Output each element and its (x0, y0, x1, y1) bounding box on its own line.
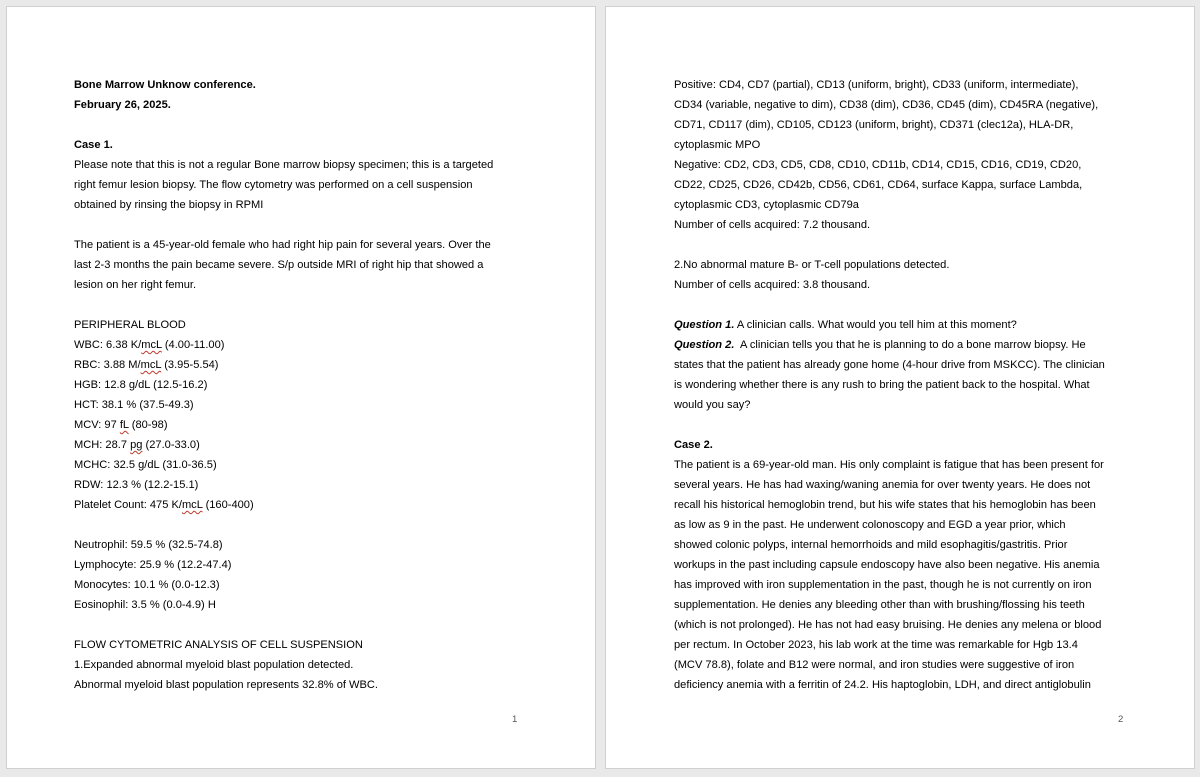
lymphocyte-result: Lymphocyte: 25.9 % (12.2-47.4) (74, 559, 232, 571)
question-2-line: is wondering whether there is any rush to bring the patient back to the hospital. What (674, 379, 1090, 391)
mchc-result: MCHC: 32.5 g/dL (31.0-36.5) (74, 459, 217, 471)
case-1-history-line: last 2-3 months the pain became severe. S/p outside MRI of right hip that showed a (74, 259, 484, 271)
positive-markers-line: CD71, CD117 (dim), CD105, CD123 (uniform, bright), CD371 (clec12a), HLA-DR, (674, 119, 1074, 131)
document-date: February 26, 2025. (74, 99, 171, 111)
hct-result: HCT: 38.1 % (37.5-49.3) (74, 399, 194, 411)
positive-markers-line: CD34 (variable, negative to dim), CD38 (dim), CD36, CD45 (dim), CD45RA (negative), (674, 99, 1099, 111)
spellcheck-underlined-unit: fL (119, 419, 129, 431)
mcv-range: (80-98) (128, 419, 168, 431)
spacer (674, 235, 1130, 255)
mch-result (74, 435, 534, 455)
rdw-result: RDW: 12.3 % (12.2-15.1) (74, 479, 199, 491)
rbc-value: RBC: 3.88 M/ (74, 359, 141, 371)
case-1-history-line: The patient is a 45-year-old female who had right hip pain for several years. Over the (74, 239, 491, 251)
document-title: Bone Marrow Unknow conference. (74, 79, 256, 91)
cells-acquired: Number of cells acquired: 7.2 thousand. (674, 219, 871, 231)
positive-markers-line: Positive: CD4, CD7 (partial), CD13 (uniform, bright), CD33 (uniform, intermediate), (674, 79, 1079, 91)
case-2-line: (MCV 78.8), folate and B12 were normal, and iron studies were suggestive of iron (674, 659, 1075, 671)
spellcheck-underlined-unit: pg (130, 439, 143, 451)
case-1-intro-line: right femur lesion biopsy. The flow cytometry was performed on a cell suspension (74, 179, 473, 191)
mch-range: (27.0-33.0) (142, 439, 200, 451)
mcv-result (74, 415, 534, 435)
positive-markers-line: cytoplasmic MPO (674, 139, 761, 151)
question-1-text: A clinician calls. What would you tell him at this moment? (734, 319, 1017, 331)
peripheral-blood-heading: PERIPHERAL BLOOD (74, 319, 186, 331)
case-2-line: has improved with iron supplementation in the past, though he is not currently on iron (674, 579, 1092, 591)
case-2-line: several years. He has had waxing/waning anemia for over twenty years. He does not (674, 479, 1091, 491)
mcv-value: MCV: 97 (74, 419, 120, 431)
question-2-line: would you say? (674, 399, 751, 411)
spacer (74, 215, 534, 235)
question-2-text: A clinician tells you that he is planning to do a bone marrow biopsy. He (734, 339, 1086, 351)
case-1-history-line: lesion on her right femur. (74, 279, 197, 291)
wbc-value: WBC: 6.38 K/ (74, 339, 142, 351)
spacer (74, 295, 534, 315)
question-1 (674, 315, 1130, 335)
cells-acquired: Number of cells acquired: 3.8 thousand. (674, 279, 871, 291)
page-number: 1 (512, 714, 518, 725)
document-page-1 (7, 7, 595, 768)
question-2 (674, 335, 1130, 355)
mch-value: MCH: 28.7 (74, 439, 131, 451)
flow-finding-line: Abnormal myeloid blast population represents 32.8% of WBC. (74, 679, 379, 691)
case-2-line: recall his historical hemoglobin trend, but his wife states that his hemoglobin has been (674, 499, 1096, 511)
spellcheck-underlined-unit: mcL (141, 339, 162, 351)
negative-markers-line: cytoplasmic CD3, cytoplasmic CD79a (674, 199, 859, 211)
spacer (74, 615, 534, 635)
case-1-intro-line: obtained by rinsing the biopsy in RPMI (74, 199, 264, 211)
negative-markers-line: CD22, CD25, CD26, CD42b, CD56, CD61, CD64, surface Kappa, surface Lambda, (674, 179, 1083, 191)
flow-cytometry-heading: FLOW CYTOMETRIC ANALYSIS OF CELL SUSPENSION (74, 639, 363, 651)
case-2-heading: Case 2. (674, 439, 713, 451)
rbc-range: (3.95-5.54) (161, 359, 219, 371)
question-2-label: Question 2. (674, 339, 735, 351)
case-2-line: per rectum. In October 2023, his lab work at the time was remarkable for Hgb 13.4 (674, 639, 1078, 651)
case-1-heading: Case 1. (74, 139, 113, 151)
eosinophil-result: Eosinophil: 3.5 % (0.0-4.9) H (74, 599, 216, 611)
case-2-line: The patient is a 69-year-old man. His only complaint is fatigue that has been present for (674, 459, 1104, 471)
flow-finding-line: 1.Expanded abnormal myeloid blast population detected. (74, 659, 354, 671)
hgb-result: HGB: 12.8 g/dL (12.5-16.2) (74, 379, 208, 391)
page-2-content (674, 75, 1130, 695)
rbc-result (74, 355, 534, 375)
case-2-line: as low as 9 in the past. He underwent colonoscopy and EGD a year prior, which (674, 519, 1066, 531)
wbc-result (74, 335, 534, 355)
monocyte-result: Monocytes: 10.1 % (0.0-12.3) (74, 579, 220, 591)
spacer (674, 295, 1130, 315)
spellcheck-underlined-unit: mcL (140, 359, 162, 371)
document-page-2 (606, 7, 1194, 768)
question-1-label: Question 1. (674, 319, 735, 331)
spellcheck-underlined-unit: mcL (181, 499, 203, 511)
case-2-line: workups in the past including capsule endoscopy have also been negative. His anemia (674, 559, 1100, 571)
case-1-intro-line: Please note that this is not a regular Bone marrow biopsy specimen; this is a targeted (74, 159, 494, 171)
spacer (74, 515, 534, 535)
case-2-line: showed colonic polyps, internal hemorrhoids and mild esophagitis/gastritis. Prior (674, 539, 1068, 551)
platelet-result (74, 495, 534, 515)
case-2-line: supplementation. He denies any bleeding other than with brushing/flossing his teeth (674, 599, 1085, 611)
spacer (74, 115, 534, 135)
neutrophil-result: Neutrophil: 59.5 % (32.5-74.8) (74, 539, 223, 551)
platelet-range: (160-400) (202, 499, 254, 511)
mature-population-finding: 2.No abnormal mature B- or T-cell populations detected. (674, 259, 950, 271)
wbc-range: (4.00-11.00) (161, 339, 225, 351)
case-2-line: (which is not prolonged). He has not had easy bruising. He denies any melena or blood (674, 619, 1102, 631)
question-2-line: states that the patient has already gone home (4-hour drive from MSKCC). The clinician (674, 359, 1105, 371)
platelet-value: Platelet Count: 475 K/ (74, 499, 182, 511)
page-number: 2 (1118, 714, 1124, 725)
case-2-line: deficiency anemia with a ferritin of 24.2. His haptoglobin, LDH, and direct antiglobulin (674, 679, 1091, 691)
page-1-content (74, 75, 534, 695)
negative-markers-line: Negative: CD2, CD3, CD5, CD8, CD10, CD11b, CD14, CD15, CD16, CD19, CD20, (674, 159, 1082, 171)
spacer (674, 415, 1130, 435)
